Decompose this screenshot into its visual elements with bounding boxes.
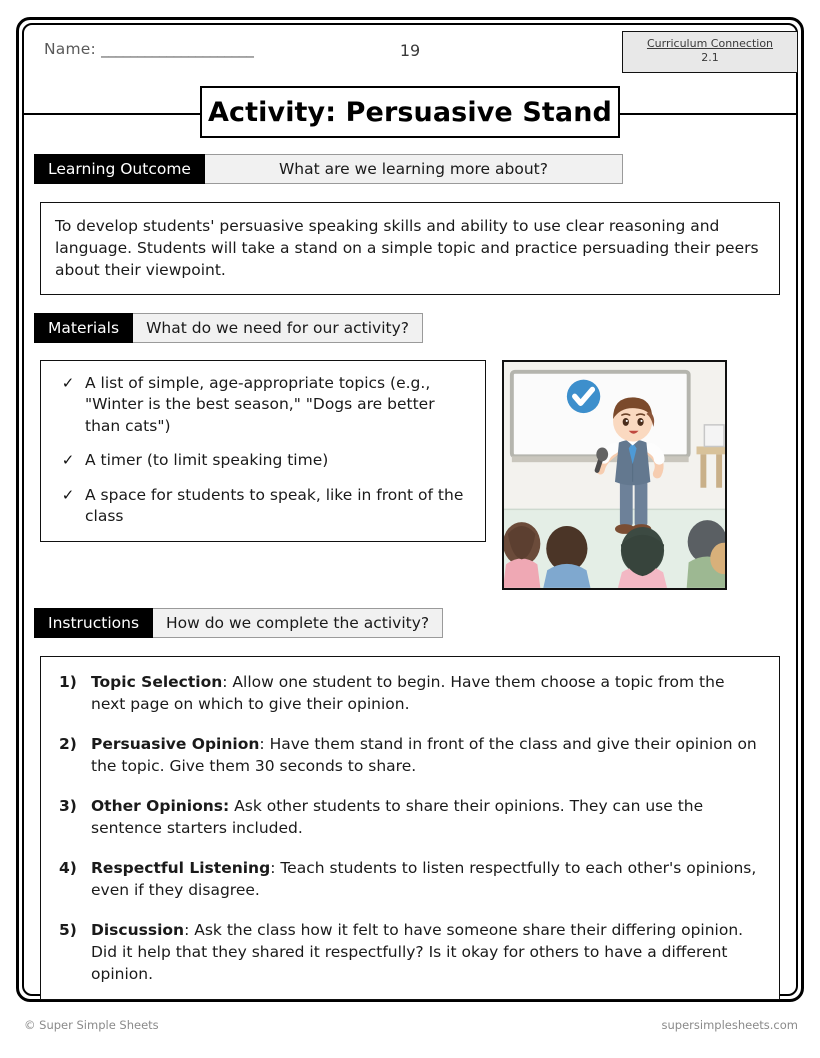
title-rule-right	[612, 113, 798, 115]
activity-title-box	[200, 86, 620, 138]
section-question-learning-outcome: What are we learning more about?	[205, 154, 623, 184]
instruction-text	[91, 671, 763, 715]
curriculum-connection-code: 2.1	[701, 50, 719, 64]
footer-website[interactable]: supersimplesheets.com	[661, 1018, 798, 1032]
list-item	[51, 450, 475, 471]
instruction-body: Have them stand in front of the class and give their opinion on the topic. Give them 30 seconds to share.	[91, 735, 757, 775]
section-header-learning-outcome	[34, 154, 798, 184]
instruction-number: 2)	[59, 735, 77, 753]
instruction-number: 4)	[59, 859, 77, 877]
instruction-title: Persuasive Opinion	[91, 735, 260, 753]
instruction-body: Allow one student to begin. Have them choose a topic from the next page on which to give their opinion.	[91, 673, 725, 713]
instruction-number: 3)	[59, 797, 77, 815]
activity-illustration	[502, 360, 727, 590]
name-blank-line: _____________________	[101, 40, 254, 58]
list-item	[53, 733, 763, 777]
curriculum-connection-box	[622, 31, 798, 73]
page-number: 19	[399, 41, 421, 60]
material-text: A space for students to speak, like in front of the class	[85, 485, 464, 525]
instruction-number: 5)	[59, 921, 77, 939]
section-label-learning-outcome: Learning Outcome	[34, 154, 205, 184]
section-question-materials: What do we need for our activity?	[133, 313, 423, 343]
instruction-body: Ask the class how it felt to have someone share their differing opinion. Did it help that they shared it respectfully? Is it okay for others to have a different opinion.	[91, 921, 744, 983]
learning-outcome-wrap	[22, 202, 798, 295]
instruction-separator: :	[184, 921, 195, 939]
instruction-text	[91, 919, 763, 985]
title-rule-left	[22, 113, 208, 115]
learning-outcome-box	[40, 202, 780, 295]
instruction-body: Ask other students to share their opinions. They can use the sentence starters included.	[91, 797, 704, 837]
material-text: A timer (to limit speaking time)	[85, 451, 329, 470]
checkmark-icon: ✓	[61, 374, 75, 392]
list-item	[53, 857, 763, 901]
checkmark-icon: ✓	[61, 485, 75, 504]
worksheet-header	[22, 23, 798, 83]
instruction-separator: :	[259, 735, 270, 753]
activity-title-area	[22, 86, 798, 142]
curriculum-connection-label: Curriculum Connection	[646, 37, 774, 50]
instructions-header-wrap	[22, 608, 798, 638]
instruction-text	[91, 857, 763, 901]
section-label-instructions: Instructions	[34, 608, 153, 638]
page-footer	[16, 1008, 804, 1042]
section-label-materials: Materials	[34, 313, 133, 343]
instruction-separator: :	[222, 673, 233, 691]
footer-copyright: © Super Simple Sheets	[24, 1018, 159, 1032]
learning-outcome-header-wrap	[22, 154, 798, 184]
learning-outcome-text: To develop students' persuasive speaking skills and ability to use clear reasoning and language. Students will take a stand on a simple topic and practice persuading their peers about their viewpoint.	[55, 217, 759, 279]
instructions-wrap	[22, 656, 798, 1000]
materials-row	[22, 360, 798, 590]
instruction-separator: :	[270, 859, 281, 877]
list-item	[53, 795, 763, 839]
section-question-instructions: How do we complete the activity?	[153, 608, 443, 638]
materials-header-wrap	[22, 313, 798, 343]
instruction-title: Other Opinions:	[91, 797, 230, 815]
section-header-materials	[34, 313, 798, 343]
worksheet-content	[22, 23, 798, 996]
section-header-instructions	[34, 608, 798, 638]
instruction-title: Discussion	[91, 921, 185, 939]
instruction-text	[91, 795, 763, 839]
instruction-number: 1)	[59, 673, 77, 691]
instruction-body: Teach students to listen respectfully to each other's opinions, even if they disagree.	[91, 859, 757, 899]
materials-box	[40, 360, 486, 542]
page-title: Activity: Persuasive Stand	[208, 96, 612, 128]
instruction-title: Topic Selection	[91, 673, 223, 691]
instructions-box	[40, 656, 780, 1000]
name-label: Name:	[44, 40, 96, 58]
classroom-presentation-image	[504, 362, 725, 588]
instruction-title: Respectful Listening	[91, 859, 271, 877]
instruction-text	[91, 733, 763, 777]
list-item	[51, 373, 475, 437]
checkmark-icon: ✓	[61, 451, 75, 470]
list-item	[53, 919, 763, 985]
list-item	[53, 671, 763, 715]
material-text: A list of simple, age-appropriate topics (e.g., "Winter is the best season," "Dogs are better than cats")	[85, 374, 435, 435]
list-item	[51, 485, 475, 528]
